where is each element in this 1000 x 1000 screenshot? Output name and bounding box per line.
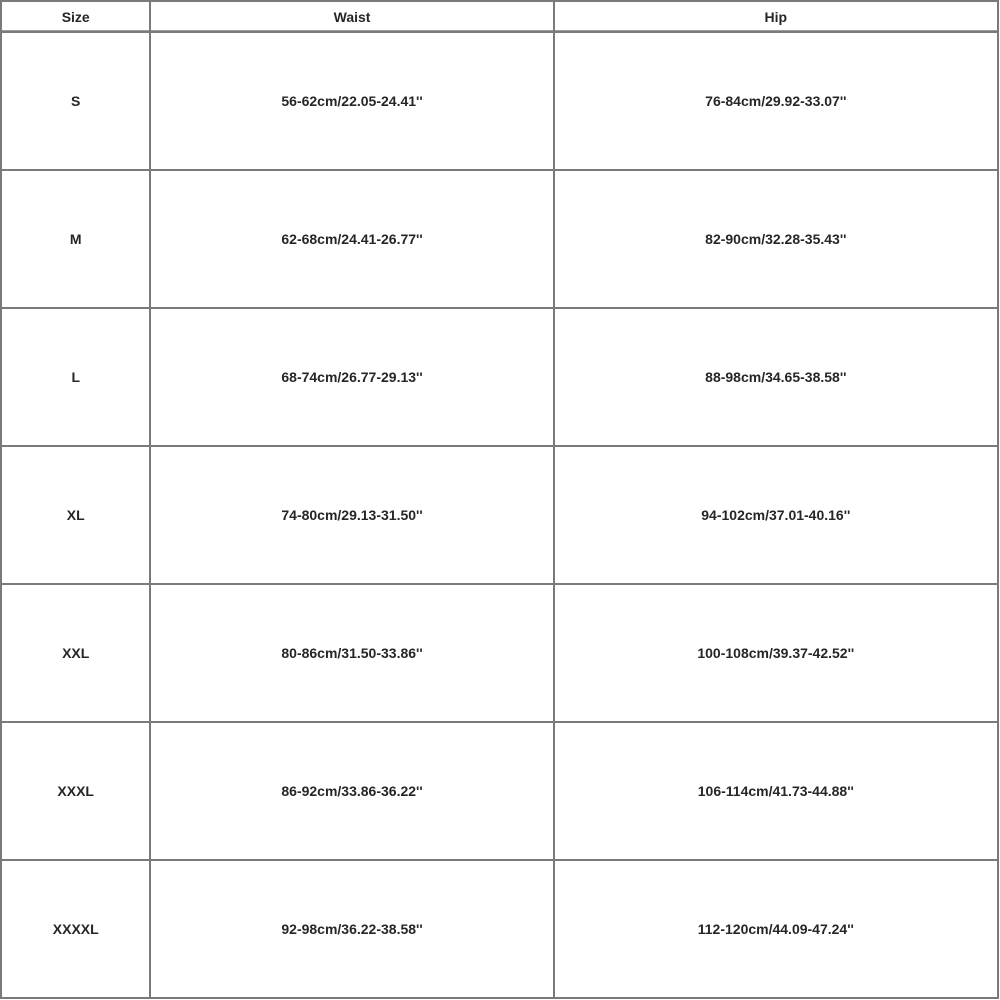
waist-cell: 68-74cm/26.77-29.13'' — [150, 308, 553, 446]
size-cell: XXL — [1, 584, 150, 722]
size-cell: S — [1, 32, 150, 170]
hip-cell: 88-98cm/34.65-38.58'' — [554, 308, 998, 446]
hip-cell: 106-114cm/41.73-44.88'' — [554, 722, 998, 860]
hip-cell: 112-120cm/44.09-47.24'' — [554, 860, 998, 998]
table-row — [1, 308, 998, 446]
hip-cell: 94-102cm/37.01-40.16'' — [554, 446, 998, 584]
table-row — [1, 446, 998, 584]
waist-cell: 80-86cm/31.50-33.86'' — [150, 584, 553, 722]
size-cell: XL — [1, 446, 150, 584]
table-row — [1, 32, 998, 170]
waist-cell: 86-92cm/33.86-36.22'' — [150, 722, 553, 860]
waist-cell: 92-98cm/36.22-38.58'' — [150, 860, 553, 998]
table-header — [1, 1, 998, 32]
table-row — [1, 860, 998, 998]
size-cell: L — [1, 308, 150, 446]
waist-cell: 74-80cm/29.13-31.50'' — [150, 446, 553, 584]
table-row — [1, 584, 998, 722]
hip-cell: 82-90cm/32.28-35.43'' — [554, 170, 998, 308]
header-row — [1, 1, 998, 32]
header-hip: Hip — [554, 1, 998, 32]
header-size: Size — [1, 1, 150, 32]
table-body — [1, 32, 998, 998]
table-row — [1, 170, 998, 308]
size-cell: XXXL — [1, 722, 150, 860]
size-cell: M — [1, 170, 150, 308]
header-waist: Waist — [150, 1, 553, 32]
size-cell: XXXXL — [1, 860, 150, 998]
table-row — [1, 722, 998, 860]
waist-cell: 56-62cm/22.05-24.41'' — [150, 32, 553, 170]
hip-cell: 100-108cm/39.37-42.52'' — [554, 584, 998, 722]
hip-cell: 76-84cm/29.92-33.07'' — [554, 32, 998, 170]
waist-cell: 62-68cm/24.41-26.77'' — [150, 170, 553, 308]
